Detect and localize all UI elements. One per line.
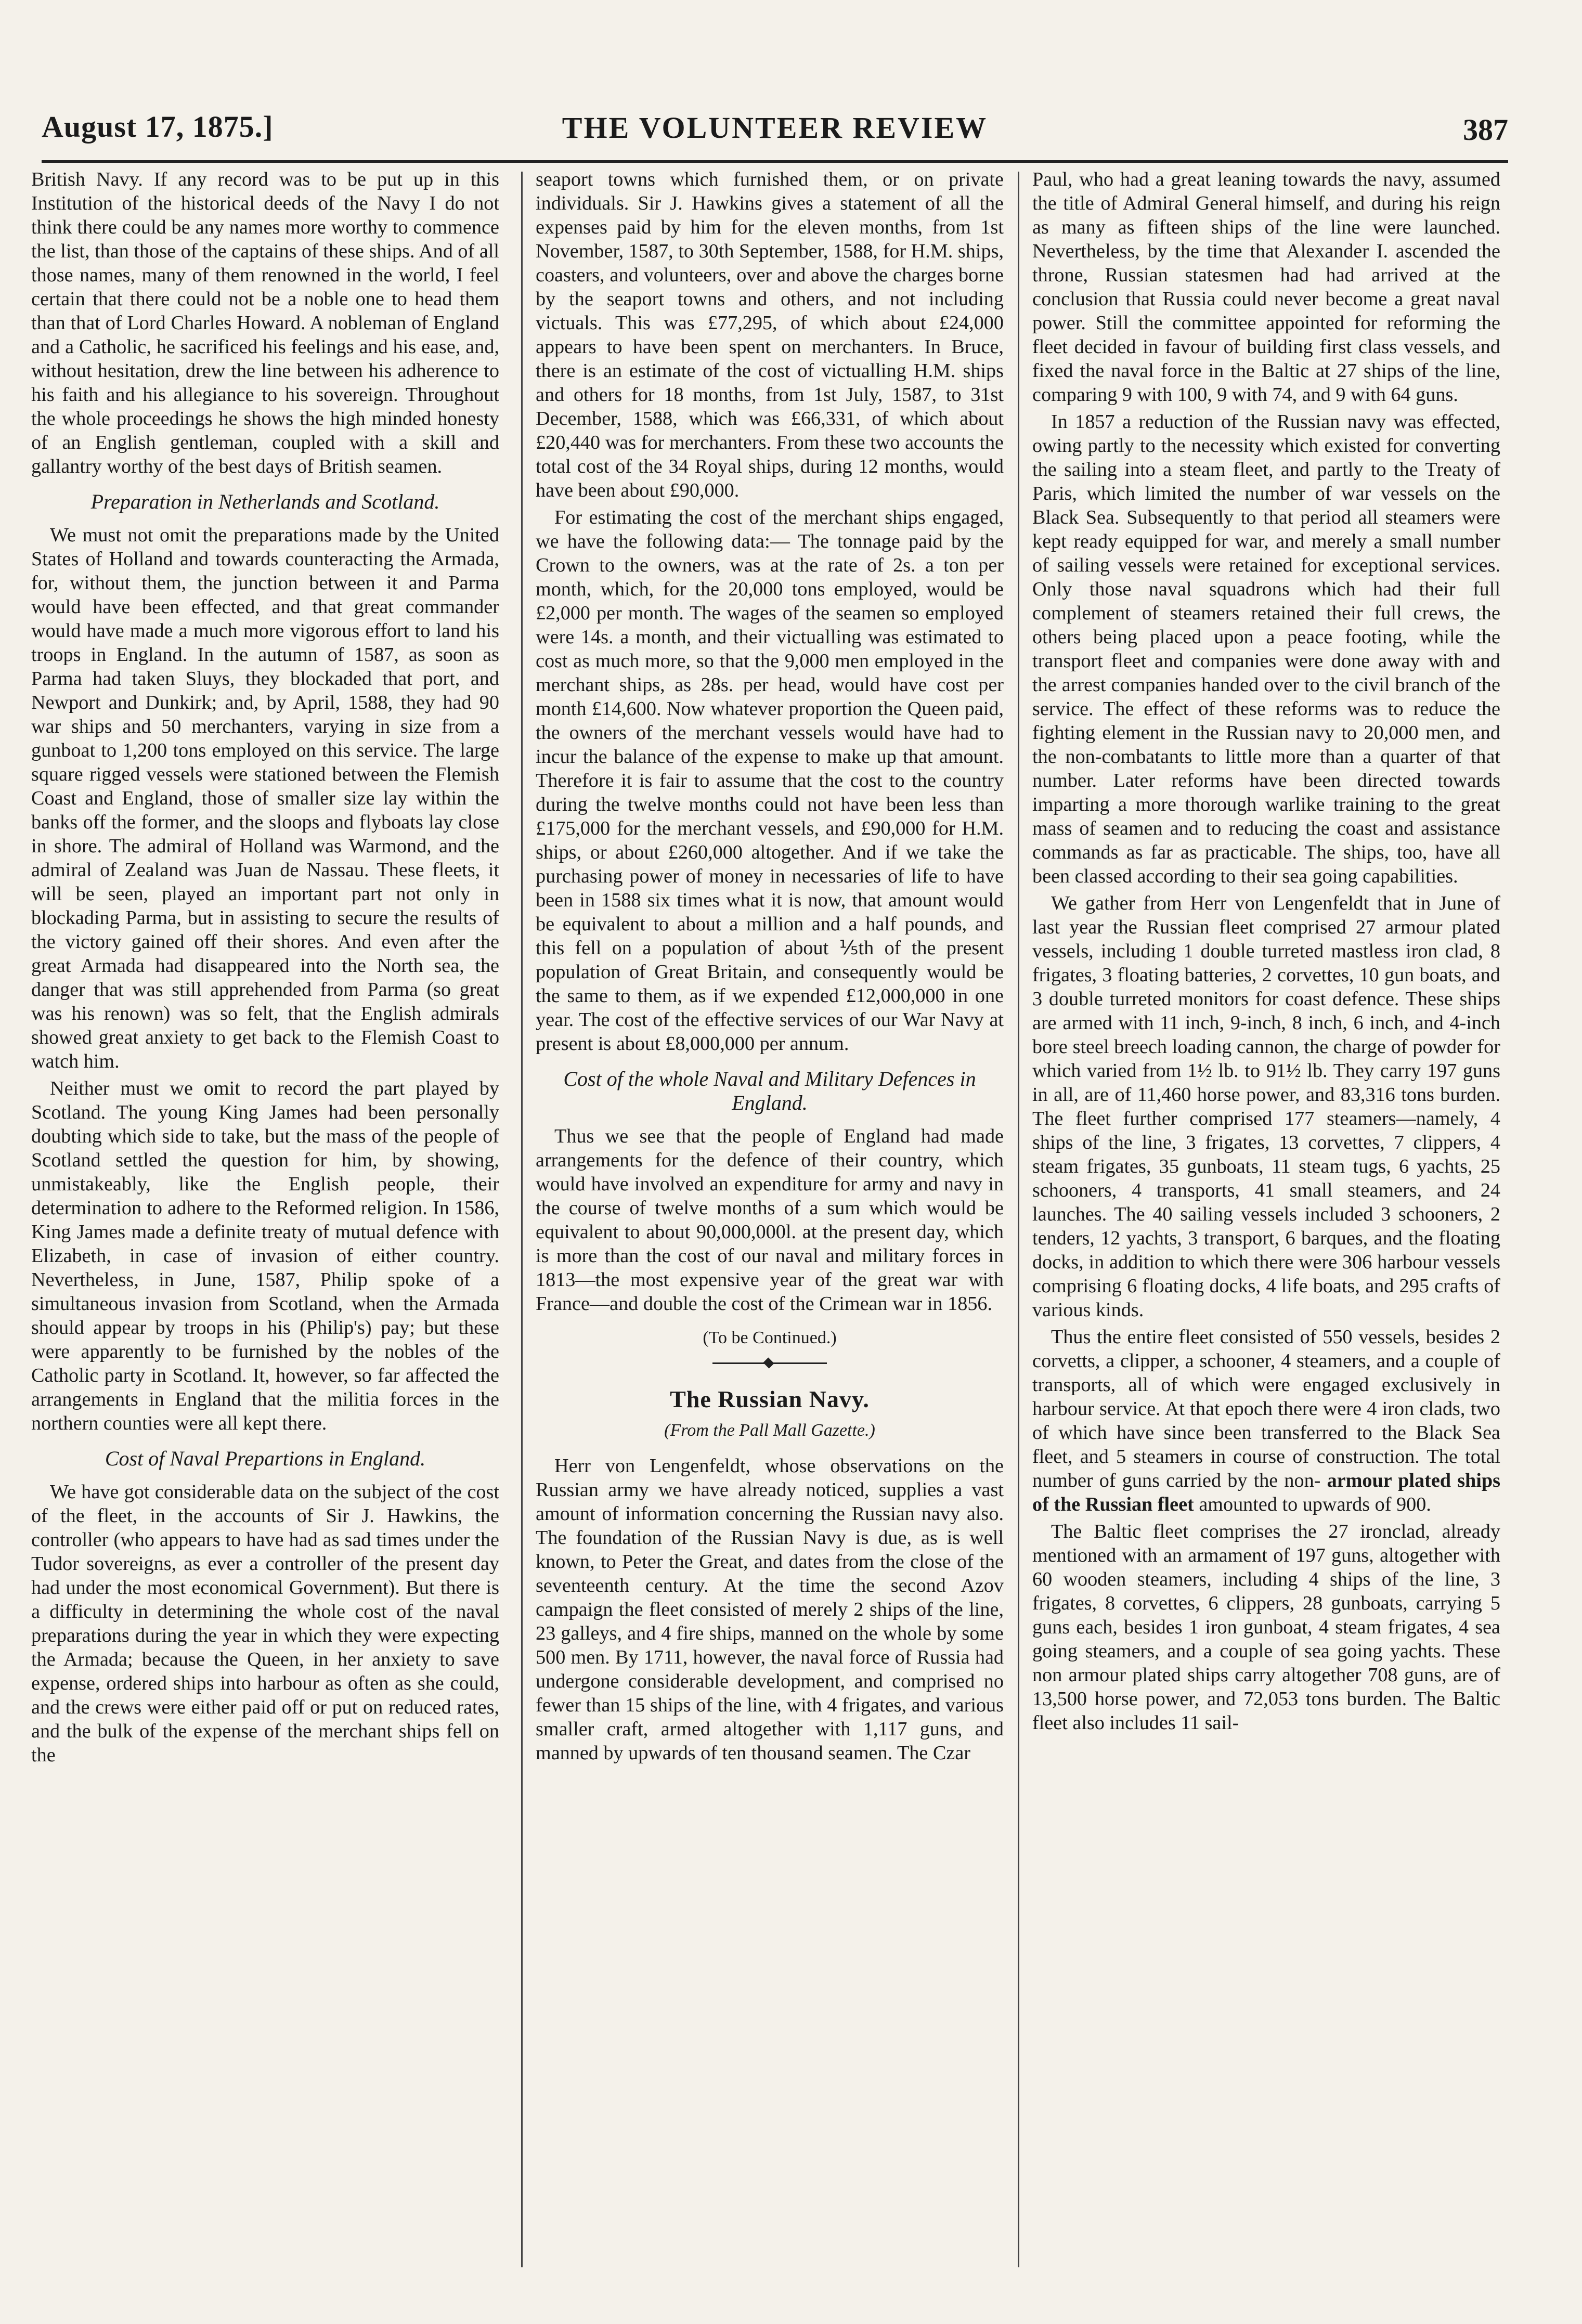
section-heading: Cost of Naval Prepartions in England.: [105, 1447, 426, 1470]
paragraph: For estimating the cost of the merchant ships engaged, we have the following data:— The tonnage paid by the Crown to the owners, was at the rate of 2s. a ton per month, which, for the 20,000 tons employed, would be £2,000 per month. The wages of the seamen so employed were 14s. a month, and their victualling was estimated to cost as much more, so that the 9,000 men employed in the merchant ships, as 28s. per head, would have cost per month £14,600. Now whatever proportion the Queen paid, the owners of the merchant vessels would have had to incur the balance of the expense to make up that amount. Therefore it is fair to assume that the cost to the country during the twelve months could not have been less than £175,000 for the merchant vessels, and £90,000 for H.M. ships, or about £260,000 altogether. And if we take the purchasing power of money in necessaries of life to have been in 1588 six times what it is now, that amount would be equivalent to about a million and a half pounds, and this fell on a population of about ⅕th of the present population of Great Britain, and consequently would be the same to them, as if we expended £12,000,000 in one year. The cost of the effective services of our War Navy at present is about £8,000,000 per annum.: [536, 507, 1004, 1055]
column-1: [31, 167, 499, 2274]
paragraph: In 1857 a reduction of the Russian navy was effected, owing partly to the necessity which existed for converting the sailing into a steam fleet, and partly to the Treaty of Paris, which limited the number of war vessels on the Black Sea. Subsequently to that period all steamers were kept ready equipped for war, and merely a small number of sailing vessels were retained for exceptional services. Only those naval squadrons which had their full complement of steamers retained their full crews, the others being placed upon a peace footing, while the transport fleet and companies were done away with and the arrest companies handed over to the civil branch of the service. The effect of these reforms was to reduce the fighting element in the Russian navy to 20,000 men, and the non-combatants to little more than a quarter of that number. Later reforms have been directed towards imparting a more thorough warlike training to the great mass of seamen and to reducing the coast and assistance commands as far as practicable. The ships, too, have all been classed according to their sea going capabilities.: [1032, 411, 1500, 887]
paragraph: Herr von Lengenfeldt, whose observations on the Russian army we have already noticed, supplies a vast amount of information concerning the Russian navy also. The foundation of the Russian Navy is due, as is well known, to Peter the Great, and dates from the close of the seventeenth century. At the time the second Azov campaign the fleet consisted of merely 2 ships of the line, 23 galleys, and 4 fire ships, manned on the whole by some 500 men. By 1711, however, the naval force of Russia had undergone considerable development, and comprised no fewer than 15 ships of the line, with 4 frigates, and various smaller craft, armed altogether with 1,117 guns, and manned by upwards of ten thousand seamen. The Czar: [536, 1455, 1004, 1764]
paragraph: Paul, who had a great leaning towards the navy, assumed the title of Admiral General himself, and during his reign as many as fifteen ships of the line were launched. Nevertheless, by the time that Alexander I. ascended the throne, Russian statesmen had had arrived at the conclusion that Russia could never become a great naval power. Still the committee appointed for reforming the fleet decided in favour of building first class vessels, and fixed the naval force in the Baltic at 27 ships of the line, comparing 9 with 100, 9 with 74, and 9 with 64 guns.: [1032, 168, 1500, 406]
paragraph: We have got considerable data on the subject of the cost of the fleet, in the accounts of Sir J. Hawkins, the controller (who appears to have had as sad times under the Tudor sovereigns, as ever a controller of the present day had under the most economical Government). But there is a difficulty in determining the whole cost of the naval preparations during the year in which they were expecting the Armada; because the Queen, in her anxiety to save expense, ordered ships into harbour as often as she could, and the crews were either paid off or put on reduced rates, and the bulk of the expense of the merchant ships fell on the: [31, 1481, 499, 1766]
column-divider-2: [1018, 172, 1019, 2267]
bold-text: armour plated ships of the Russian fleet: [1032, 1470, 1500, 1515]
header-rule: [42, 160, 1508, 163]
section-heading: Cost of the whole Naval and Military Defences in England.: [563, 1067, 976, 1114]
paragraph: British Navy. If any record was to be put up in this Institution of the historical deeds of the Navy I do not think there could be any names more worthy to commence the list, than those of the captains of these ships. And of all those names, many of them renowned in the world, I feel certain that there could not be a noble one to head them than that of Lord Charles Howard. A nobleman of England and a Catholic, he sacrificed his feelings and his ease, and, without hesitation, drew the line between his adherence to his faith and his allegiance to his sovereign. Throughout the whole proceedings he shows the high minded honesty of an English gentleman, coupled with a skill and gallantry worthy of the best days of British seamen.: [31, 168, 499, 477]
page-header: [42, 99, 1508, 161]
page-number: 387: [1463, 113, 1508, 147]
column-3: [1032, 167, 1500, 2274]
paragraph-text: Thus the entire fleet consisted of 550 vessels, besides 2 corvetts, a clipper, a schooner, 4 steamers, and a couple of transports, all of which were engaged exclusively in harbour service. At that epoch there were 4 iron clads, two of which have since been transferred to the Black Sea fleet, and 5 steamers in course of construction. The total number of guns carried by the non-: [1032, 1326, 1500, 1491]
section-heading: Preparation in Netherlands and Scotland.: [90, 490, 440, 513]
issue-date: August 17, 1875.]: [42, 110, 274, 144]
publication-title: THE VOLUNTEER REVIEW: [562, 111, 988, 145]
column-2: [536, 167, 1004, 2274]
column-divider-1: [521, 172, 523, 2267]
paragraph-text: amounted to upwards of 900.: [1199, 1494, 1431, 1515]
paragraph: The Baltic fleet comprises the 27 ironclad, already mentioned with an armament of 197 guns, altogether with 60 wooden steamers, including 4 ships of the line, 3 frigates, 8 corvettes, 6 clippers, 28 gunboats, carrying 5 guns each, besides 1 iron gunboat, 4 steam frigates, 4 sea going steamers, and a couple of sea going yachts. These non armour plated ships carry altogether 708 guns, are of 13,500 horse power, and 72,053 tons burden. The Baltic fleet also includes 11 sail-: [1032, 1521, 1500, 1734]
paragraph: We gather from Herr von Lengenfeldt that in June of last year the Russian fleet comprised 27 armour plated vessels, including 1 double turreted mastless iron clad, 8 frigates, 3 floating batteries, 2 corvettes, 10 gun boats, and 3 double turreted monitors for coast defence. These ships are armed with 11 inch, 9-inch, 8 inch, 6 inch, and 4-inch bore steel breech loading cannon, the charge of powder for which varied from 1½ lb. to 91½ lb. They carry 197 guns in all, are of 11,460 horse power, and 83,316 tons burden. The fleet further comprised 177 steamers—namely, 4 ships of the line, 3 frigates, 13 corvettes, 7 clippers, 4 steam frigates, 35 gunboats, 11 steam tugs, 6 yachts, 25 schooners, 4 transports, 41 small steamers, and 24 launches. The 40 sailing vessels included 3 schooners, 2 tenders, 12 yachts, 3 transport, 6 barques, and the floating docks, in addition to which there were 306 harbour vessels comprising 6 floating docks, 4 life boats, and 295 crafts of various kinds.: [1032, 892, 1500, 1321]
ornament-divider: [712, 1359, 827, 1367]
article-source: (From the Pall Mall Gazette.): [664, 1421, 875, 1440]
paragraph: Neither must we omit to record the part played by Scotland. The young King James had been personally doubting which side to take, but the mass of the people of Scotland settled the question for him, by showing, unmistakeably, like the English people, their determination to adhere to the Reformed religion. In 1586, King James made a definite treaty of mutual defence with Elizabeth, in case of invasion of either country. Nevertheless, in June, 1587, Philip spoke of a simultaneous invasion from Scotland, when the Armada should appear by troops in his (Philip's) pay; but these were apparently to be furnished by the nobles of the Catholic party in Scotland. It, however, so far affected the arrangements in England that the militia forces in the northern counties were all kept there.: [31, 1077, 499, 1434]
continued-note: (To be Continued.): [703, 1328, 837, 1347]
paragraph: seaport towns which furnished them, or on private individuals. Sir J. Hawkins gives a statement of all the expenses paid by him for the eleven months, from 1st November, 1587, to 30th September, 1588, for H.M. ships, coasters, and volunteers, over and above the charges borne by the seaport towns and others, and not including victuals. This was £77,295, of which about £24,000 appears to have been spent on merchanters. In Bruce, there is an estimate of the cost of victualling H.M. ships and others for 18 months, from 1st July, 1587, to 31st December, 1588, which was £66,331, of which about £20,440 was for merchanters. From these two accounts the total cost of the 34 Royal ships, during 12 months, would have been about £90,000.: [536, 168, 1004, 501]
article-title: The Russian Navy.: [670, 1386, 870, 1412]
paragraph: Thus we see that the people of England had made arrangements for the defence of their country, which would have involved an expenditure for army and navy in the course of twelve months of a sum which would be equivalent to about 90,000,000l. at the present day, which is more than the cost of our naval and military forces in 1813—the most expensive year of the great war with France—and double the cost of the Crimean war in 1856.: [536, 1125, 1004, 1315]
paragraph: We must not omit the preparations made by the United States of Holland and towards counteracting the Armada, for, without them, the junction between it and Parma would have been effected, and that great commander would have made a much more vigorous effort to land his troops in England. In the autumn of 1587, as soon as Parma had taken Sluys, they blockaded that port, and Newport and Dunkirk; and, by April, 1588, they had 90 war ships and 50 merchanters, varying in size from a gunboat to 1,200 tons employed on this service. The large square rigged vessels were stationed between the Flemish Coast and England, those of smaller size lay within the banks off the former, and the sloops and flyboats lay close in shore. The admiral of Holland was Warmond, and the admiral of Zealand was Juan de Nassau. These fleets, it will be seen, played an important part not only in blockading Parma, but in assisting to secure the results of the victory gained off their shores. And even after the great Armada had disappeared into the North sea, the danger that was still apprehended from Parma (so great was his renown) was so felt, that the English admirals showed great anxiety to get back to the Flemish Coast to watch him.: [31, 524, 499, 1072]
paragraph: [1032, 1325, 1500, 1516]
